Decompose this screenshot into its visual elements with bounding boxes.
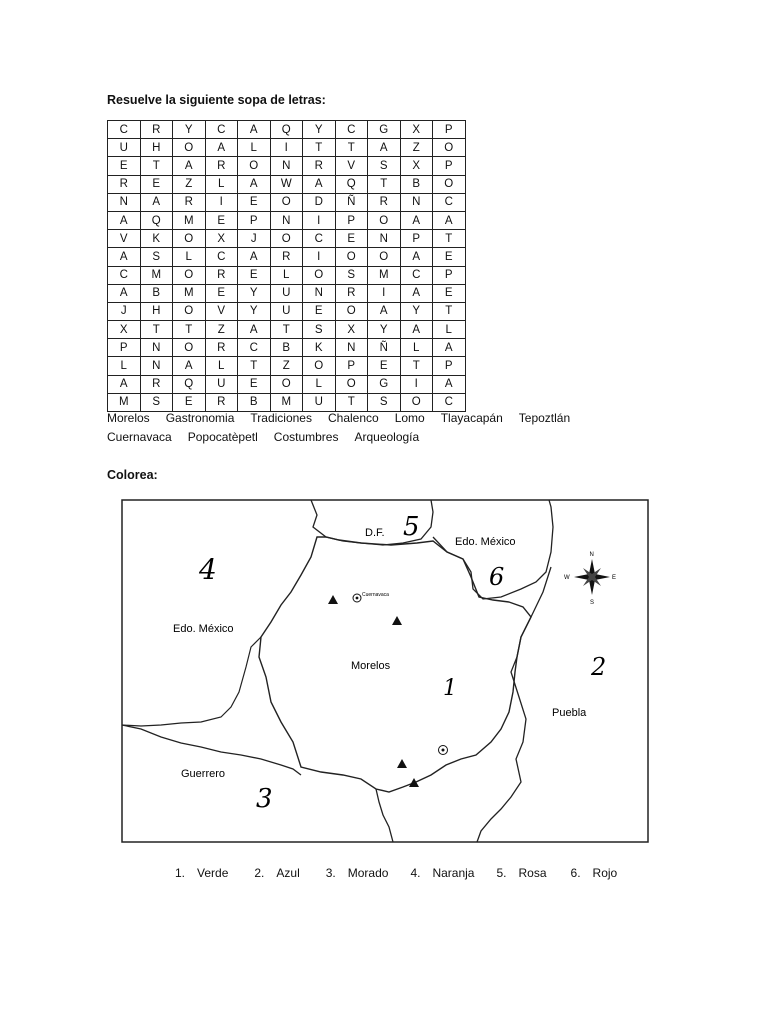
grid-cell: P (238, 211, 271, 229)
peak-marker (328, 595, 338, 604)
grid-cell: C (400, 266, 433, 284)
grid-cell: N (270, 157, 303, 175)
grid-cell: A (238, 121, 271, 139)
grid-row (108, 175, 466, 193)
grid-cell: Q (270, 121, 303, 139)
grid-cell: Z (400, 139, 433, 157)
grid-cell: I (303, 248, 336, 266)
grid-cell: A (368, 302, 401, 320)
grid-cell: L (173, 248, 206, 266)
grid-cell: R (205, 157, 238, 175)
word-item: Costumbres (273, 430, 339, 444)
grid-row (108, 302, 466, 320)
legend-number: 4. (410, 866, 421, 880)
word-item: Tlayacapán (440, 411, 503, 425)
grid-cell: B (238, 393, 271, 411)
grid-cell: I (368, 284, 401, 302)
grid-cell: D (303, 193, 336, 211)
grid-cell: M (108, 393, 141, 411)
grid-cell: P (433, 121, 466, 139)
grid-cell: O (433, 139, 466, 157)
grid-cell: T (238, 357, 271, 375)
grid-cell: C (238, 339, 271, 357)
grid-cell: A (400, 211, 433, 229)
grid-cell: V (108, 230, 141, 248)
grid-row (108, 357, 466, 375)
grid-cell: U (270, 302, 303, 320)
grid-cell: O (173, 230, 206, 248)
grid-cell: C (108, 121, 141, 139)
grid-cell: A (238, 175, 271, 193)
legend-item (410, 866, 474, 880)
grid-cell: O (335, 375, 368, 393)
grid-cell: S (335, 266, 368, 284)
grid-cell: A (108, 248, 141, 266)
grid-cell: A (140, 193, 173, 211)
grid-cell: E (108, 157, 141, 175)
grid-cell: I (303, 211, 336, 229)
grid-cell: C (433, 393, 466, 411)
grid-cell: A (400, 284, 433, 302)
grid-cell: E (238, 266, 271, 284)
grid-cell: O (303, 357, 336, 375)
legend-color-name: Azul (276, 866, 300, 880)
word-item: Tradiciones (250, 411, 312, 425)
grid-cell: Y (238, 284, 271, 302)
grid-cell: T (303, 139, 336, 157)
grid-cell: M (270, 393, 303, 411)
grid-cell: N (270, 211, 303, 229)
peak-marker (392, 616, 402, 625)
south-boundary (376, 789, 393, 842)
grid-cell: S (140, 393, 173, 411)
grid-cell: R (140, 121, 173, 139)
word-item: Tepoztlán (518, 411, 571, 425)
grid-cell: B (270, 339, 303, 357)
label-guerrero: Guerrero (181, 768, 226, 780)
grid-cell: E (303, 302, 336, 320)
puebla-boundary (477, 567, 551, 842)
region-number-4: 4 (199, 553, 217, 586)
label-df: D.F. (365, 527, 385, 539)
grid-cell: B (400, 175, 433, 193)
peak-marker (409, 778, 419, 787)
grid-cell: Z (173, 175, 206, 193)
word-list-line-2 (107, 430, 667, 444)
grid-cell: U (205, 375, 238, 393)
grid-cell: G (368, 121, 401, 139)
grid-cell: O (173, 266, 206, 284)
grid-cell: M (368, 266, 401, 284)
legend-number: 3. (325, 866, 336, 880)
word-search-grid (107, 120, 466, 412)
grid-row (108, 393, 466, 411)
grid-cell: E (368, 357, 401, 375)
grid-row (108, 121, 466, 139)
grid-cell: U (303, 393, 336, 411)
grid-cell: A (433, 211, 466, 229)
grid-cell: T (368, 175, 401, 193)
compass-n: N (589, 552, 594, 558)
grid-cell: Q (173, 375, 206, 393)
grid-cell: A (433, 375, 466, 393)
grid-cell: A (400, 321, 433, 339)
word-item: Gastronomia (165, 411, 235, 425)
region-number-1: 1 (443, 676, 457, 701)
word-item: Cuernavaca (107, 430, 172, 444)
grid-cell: A (238, 321, 271, 339)
legend-item (254, 866, 299, 880)
grid-cell: A (108, 375, 141, 393)
grid-cell: T (140, 157, 173, 175)
grid-cell: A (205, 139, 238, 157)
grid-cell: K (140, 230, 173, 248)
grid-cell: M (173, 211, 206, 229)
grid-cell: E (433, 284, 466, 302)
grid-cell: T (433, 230, 466, 248)
grid-cell: M (173, 284, 206, 302)
grid-cell: O (173, 339, 206, 357)
grid-cell: T (140, 321, 173, 339)
grid-cell: N (368, 230, 401, 248)
grid-cell: C (205, 121, 238, 139)
grid-cell: A (108, 211, 141, 229)
grid-cell: O (433, 175, 466, 193)
grid-cell: E (433, 248, 466, 266)
grid-cell: T (335, 393, 368, 411)
grid-cell: O (238, 157, 271, 175)
grid-row (108, 266, 466, 284)
grid-cell: N (108, 193, 141, 211)
peak-marker (397, 759, 407, 768)
grid-cell: H (140, 302, 173, 320)
grid-cell: S (303, 321, 336, 339)
grid-cell: A (303, 175, 336, 193)
grid-cell: E (173, 393, 206, 411)
label-edomex-w: Edo. México (173, 623, 234, 635)
grid-cell: X (400, 121, 433, 139)
grid-cell: P (433, 157, 466, 175)
grid-cell: Y (400, 302, 433, 320)
color-legend (175, 866, 617, 880)
legend-item (326, 866, 389, 880)
grid-cell: T (173, 321, 206, 339)
grid-cell: W (270, 175, 303, 193)
grid-cell: Y (238, 302, 271, 320)
grid-cell: O (270, 193, 303, 211)
grid-row (108, 339, 466, 357)
grid-cell: Q (335, 175, 368, 193)
grid-cell: V (335, 157, 368, 175)
grid-cell: O (368, 211, 401, 229)
label-puebla: Puebla (552, 707, 587, 719)
grid-cell: R (270, 248, 303, 266)
grid-cell: Ñ (335, 193, 368, 211)
grid-cell: H (140, 139, 173, 157)
grid-cell: K (303, 339, 336, 357)
grid-cell: R (205, 393, 238, 411)
grid-cell: O (335, 248, 368, 266)
grid-cell: X (108, 321, 141, 339)
legend-item (175, 866, 228, 880)
grid-cell: A (173, 157, 206, 175)
compass-icon (564, 552, 616, 606)
label-edomex-ne: Edo. México (455, 536, 516, 548)
grid-cell: C (335, 121, 368, 139)
region-number-3: 3 (256, 784, 273, 814)
grid-cell: A (400, 248, 433, 266)
grid-cell: T (335, 139, 368, 157)
word-item: Lomo (394, 411, 425, 425)
grid-cell: N (400, 193, 433, 211)
cuernavaca-dot (356, 597, 359, 600)
word-item: Arqueología (354, 430, 420, 444)
legend-number: 5. (496, 866, 507, 880)
word-item: Popocatèpetl (187, 430, 258, 444)
grid-cell: O (303, 266, 336, 284)
legend-number: 6. (570, 866, 581, 880)
grid-cell: E (140, 175, 173, 193)
grid-row (108, 321, 466, 339)
grid-cell: O (400, 393, 433, 411)
grid-cell: A (238, 248, 271, 266)
grid-cell: O (270, 230, 303, 248)
grid-cell: O (368, 248, 401, 266)
grid-cell: P (400, 230, 433, 248)
grid-cell: I (205, 193, 238, 211)
legend-item (496, 866, 546, 880)
morelos-map (121, 497, 649, 844)
grid-cell: S (140, 248, 173, 266)
grid-cell: E (205, 284, 238, 302)
region-number-5: 5 (403, 512, 420, 542)
grid-cell: X (400, 157, 433, 175)
grid-row (108, 284, 466, 302)
grid-cell: Y (303, 121, 336, 139)
colorea-heading: Colorea: (107, 468, 158, 482)
grid-cell: G (368, 375, 401, 393)
grid-cell: L (433, 321, 466, 339)
grid-cell: T (400, 357, 433, 375)
grid-cell: L (270, 266, 303, 284)
grid-cell: A (108, 284, 141, 302)
word-item: Chalenco (327, 411, 379, 425)
grid-cell: E (238, 375, 271, 393)
legend-color-name: Verde (197, 866, 229, 880)
grid-cell: I (270, 139, 303, 157)
legend-item (571, 866, 618, 880)
grid-cell: J (238, 230, 271, 248)
legend-color-name: Naranja (432, 866, 475, 880)
grid-cell: P (335, 211, 368, 229)
grid-cell: V (205, 302, 238, 320)
grid-cell: U (270, 284, 303, 302)
grid-cell: C (303, 230, 336, 248)
grid-cell: R (173, 193, 206, 211)
grid-cell: A (368, 139, 401, 157)
grid-cell: R (335, 284, 368, 302)
grid-row (108, 139, 466, 157)
grid-cell: Z (205, 321, 238, 339)
grid-cell: E (205, 211, 238, 229)
grid-row (108, 157, 466, 175)
legend-color-name: Rojo (592, 866, 618, 880)
grid-cell: Y (368, 321, 401, 339)
grid-cell: T (433, 302, 466, 320)
region-number-2: 2 (591, 653, 607, 681)
grid-cell: P (108, 339, 141, 357)
grid-cell: N (335, 339, 368, 357)
grid-cell: Q (140, 211, 173, 229)
grid-cell: O (270, 375, 303, 393)
city-dot (442, 749, 445, 752)
grid-row (108, 211, 466, 229)
grid-row (108, 375, 466, 393)
grid-cell: I (400, 375, 433, 393)
grid-cell: L (238, 139, 271, 157)
instruction-heading: Resuelve la siguiente sopa de letras: (107, 93, 326, 107)
grid-cell: P (433, 357, 466, 375)
grid-cell: N (140, 339, 173, 357)
grid-cell: O (173, 139, 206, 157)
grid-cell: T (270, 321, 303, 339)
grid-cell: R (205, 266, 238, 284)
grid-cell: R (140, 375, 173, 393)
grid-cell: R (368, 193, 401, 211)
compass-e: E (612, 575, 617, 581)
grid-cell: R (205, 339, 238, 357)
grid-cell: B (140, 284, 173, 302)
legend-number: 2. (254, 866, 265, 880)
label-morelos: Morelos (351, 660, 391, 672)
grid-cell: L (205, 175, 238, 193)
grid-cell: U (108, 139, 141, 157)
grid-cell: C (433, 193, 466, 211)
grid-cell: L (205, 357, 238, 375)
grid-cell: O (335, 302, 368, 320)
grid-cell: S (368, 157, 401, 175)
legend-number: 1. (175, 866, 186, 880)
label-cuernavaca: Cuernavaca (362, 592, 389, 598)
grid-cell: P (433, 266, 466, 284)
grid-cell: R (303, 157, 336, 175)
legend-color-name: Morado (347, 866, 389, 880)
grid-row (108, 193, 466, 211)
grid-cell: A (173, 357, 206, 375)
grid-cell: N (140, 357, 173, 375)
grid-cell: A (433, 339, 466, 357)
grid-cell: Z (270, 357, 303, 375)
compass-w: W (564, 575, 570, 581)
legend-color-name: Rosa (518, 866, 547, 880)
compass-s: S (590, 600, 595, 606)
grid-cell: Y (173, 121, 206, 139)
grid-cell: L (303, 375, 336, 393)
grid-cell: Ñ (368, 339, 401, 357)
grid-cell: L (108, 357, 141, 375)
grid-cell: S (368, 393, 401, 411)
word-list-line-1 (107, 411, 667, 425)
grid-cell: E (238, 193, 271, 211)
region-number-6: 6 (489, 563, 505, 591)
grid-row (108, 248, 466, 266)
word-item: Morelos (107, 411, 150, 425)
grid-cell: C (205, 248, 238, 266)
grid-cell: X (335, 321, 368, 339)
grid-cell: O (173, 302, 206, 320)
grid-cell: C (108, 266, 141, 284)
grid-cell: P (335, 357, 368, 375)
grid-row (108, 230, 466, 248)
west-boundary (122, 637, 261, 726)
grid-cell: E (335, 230, 368, 248)
grid-cell: M (140, 266, 173, 284)
grid-cell: L (400, 339, 433, 357)
grid-cell: X (205, 230, 238, 248)
grid-cell: R (108, 175, 141, 193)
grid-cell: N (303, 284, 336, 302)
grid-cell: J (108, 302, 141, 320)
